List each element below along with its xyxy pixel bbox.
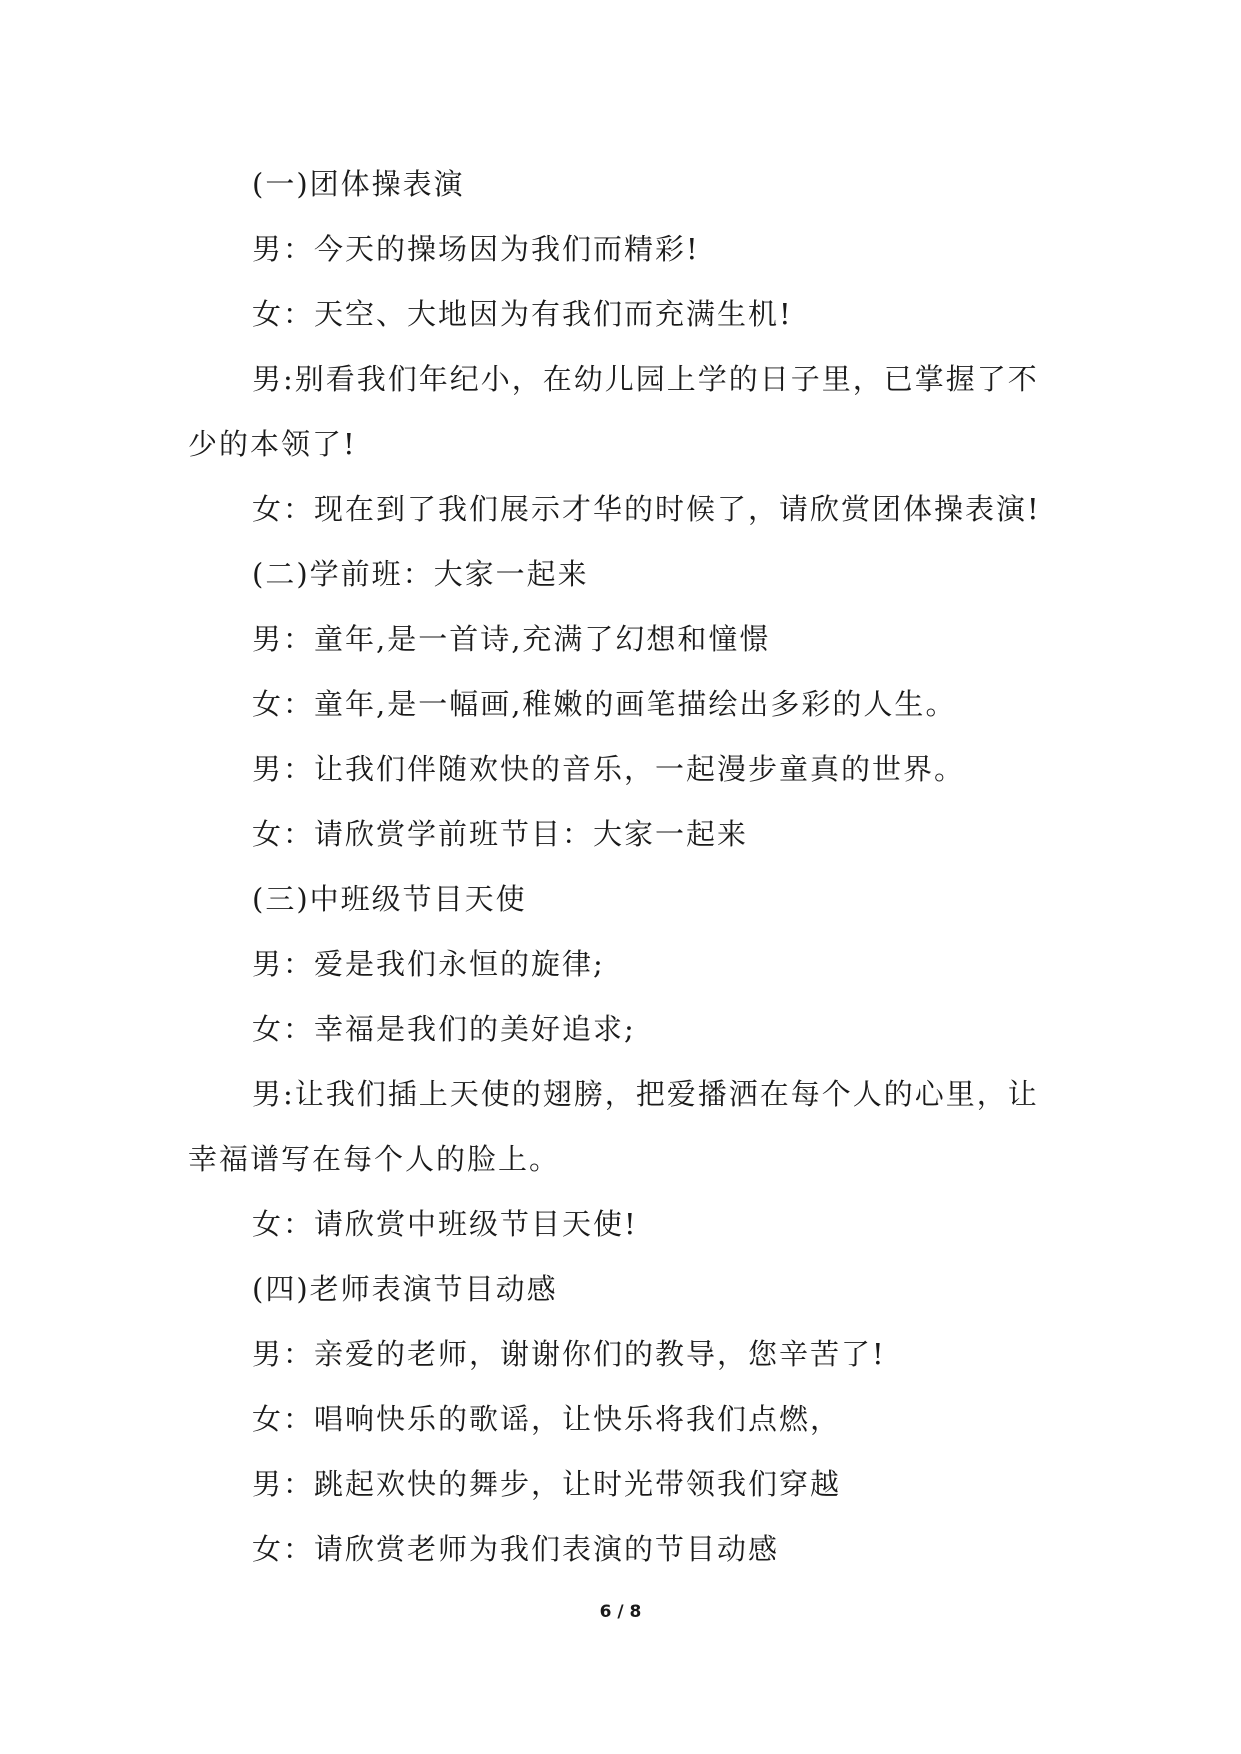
paragraph: 男：今天的操场因为我们而精彩! [252,232,700,266]
paragraph-section-3-title: (三)中班级节目天使 [252,882,527,916]
paragraph: 男:让我们插上天使的翅膀，把爱播洒在每个人的心里，让幸福谱写在每个人的脸上。 [188,1077,1039,1176]
paragraph-section-2-title: (二)学前班：大家一起来 [252,557,589,591]
paragraph: 女：请欣赏学前班节目：大家一起来 [252,817,749,851]
paragraph: 女：请欣赏中班级节目天使! [252,1207,638,1241]
document-body [188,152,1053,1582]
paragraph-section-1-title: (一)团体操表演 [252,167,465,201]
paragraph: 女：现在到了我们展示才华的时候了，请欣赏团体操表演! [252,492,1041,526]
paragraph: 男：亲爱的老师，谢谢你们的教导，您辛苦了! [252,1337,886,1371]
paragraph: 男:别看我们年纪小，在幼儿园上学的日子里，已掌握了不少的本领了! [188,362,1039,461]
page-number: 6 / 8 [599,1602,642,1622]
paragraph: 男：跳起欢快的舞步，让时光带领我们穿越 [252,1467,842,1501]
paragraph: 女：请欣赏老师为我们表演的节目动感 [252,1532,780,1566]
paragraph: 男：让我们伴随欢快的音乐，一起漫步童真的世界。 [252,752,966,786]
paragraph: 男：童年,是一首诗,充满了幻想和憧憬 [252,622,771,656]
paragraph-section-4-title: (四)老师表演节目动感 [252,1272,558,1306]
paragraph: 女：唱响快乐的歌谣，让快乐将我们点燃， [252,1402,842,1436]
paragraph: 女：天空、大地因为有我们而充满生机! [252,297,793,331]
paragraph: 女：童年,是一幅画,稚嫩的画笔描绘出多彩的人生。 [252,687,957,721]
paragraph: 女：幸福是我们的美好追求; [252,1012,636,1046]
paragraph: 男：爱是我们永恒的旋律; [252,947,605,981]
